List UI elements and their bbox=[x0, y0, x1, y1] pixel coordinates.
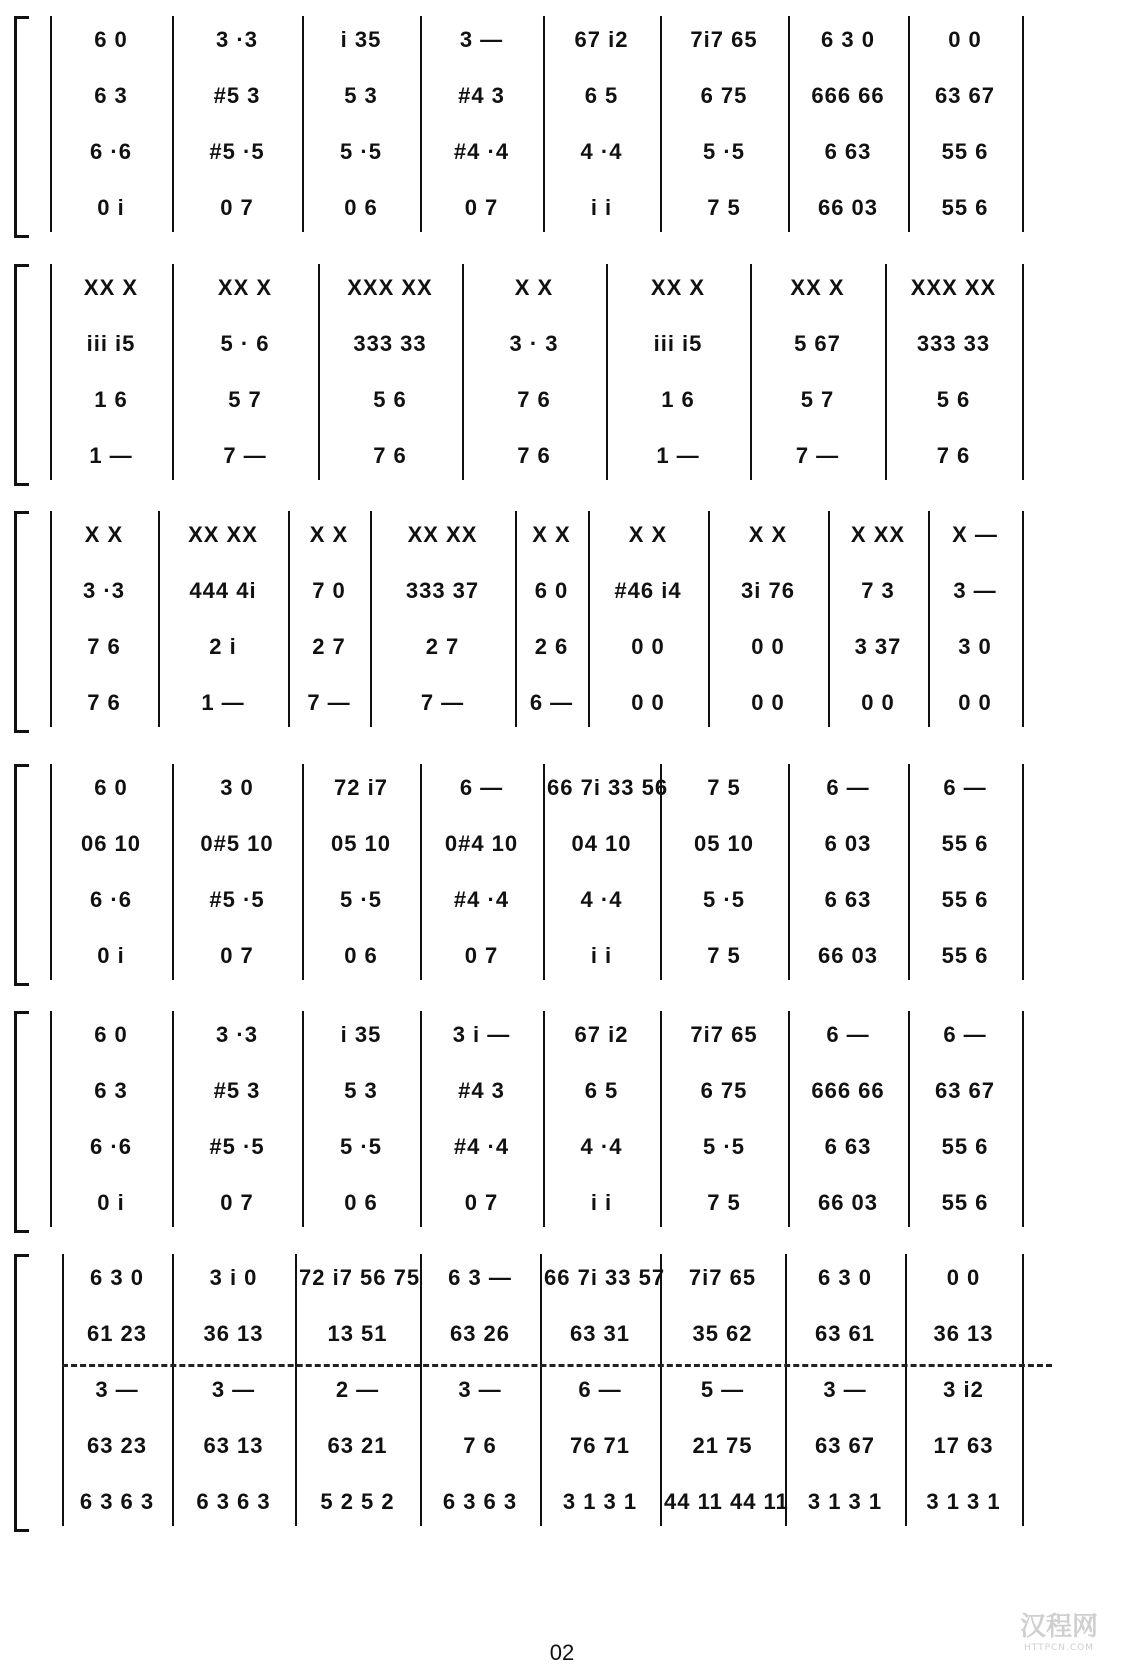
score-row bbox=[0, 268, 1124, 308]
measure: 63 23 bbox=[86, 1433, 148, 1458]
measure: 63 26 bbox=[449, 1321, 511, 1346]
measure: 0 0 bbox=[631, 690, 665, 715]
measure: 55 6 bbox=[941, 1190, 989, 1215]
measure: 0 0 bbox=[946, 1265, 981, 1290]
measure: 2 7 bbox=[425, 634, 460, 659]
measure: 6 5 bbox=[584, 1078, 619, 1103]
measure: 3 i 0 bbox=[209, 1265, 258, 1290]
score-row bbox=[0, 76, 1124, 116]
measure: 4 ·4 bbox=[580, 1134, 623, 1159]
measure: 5 ·5 bbox=[340, 887, 382, 912]
measure: 6 3 0 bbox=[821, 27, 875, 52]
measure: 55 6 bbox=[941, 887, 989, 912]
measure: X XX bbox=[850, 522, 906, 547]
measure: 3 0 bbox=[958, 634, 992, 659]
score-system bbox=[0, 1250, 1124, 1530]
measure: 5 6 bbox=[373, 387, 407, 412]
measure: 0 0 bbox=[751, 690, 785, 715]
measure: 7 — bbox=[795, 443, 840, 468]
measure: 63 13 bbox=[203, 1433, 264, 1458]
measure: 7i7 65 bbox=[688, 1265, 757, 1290]
score-row bbox=[0, 880, 1124, 920]
measure: 6 ·6 bbox=[90, 139, 132, 164]
measure: 6 — bbox=[826, 1022, 870, 1047]
measure: 7 — bbox=[223, 443, 267, 468]
measure: 6 3 6 3 bbox=[196, 1489, 271, 1514]
score-system bbox=[0, 760, 1124, 984]
measure: 06 10 bbox=[80, 831, 142, 856]
score-row bbox=[0, 1482, 1124, 1522]
measure: 6 5 bbox=[584, 83, 619, 108]
measure: 333 33 bbox=[916, 331, 991, 356]
measure: #4 ·4 bbox=[453, 139, 510, 164]
measure: 5 7 bbox=[228, 387, 262, 412]
measure: 6 — bbox=[529, 690, 574, 715]
measure: 3 — bbox=[459, 27, 504, 52]
measure: 7 3 bbox=[861, 578, 895, 603]
measure: 6 3 bbox=[94, 1078, 128, 1103]
measure: X X bbox=[628, 522, 668, 547]
measure: 5 — bbox=[700, 1377, 745, 1402]
measure: 7 6 bbox=[463, 1433, 497, 1458]
measure: 7i7 65 bbox=[690, 1022, 758, 1047]
measure: 5 3 bbox=[344, 1078, 378, 1103]
measure: 666 66 bbox=[811, 83, 885, 108]
measure: 21 75 bbox=[692, 1433, 753, 1458]
score-row bbox=[0, 1071, 1124, 1111]
measure: X — bbox=[952, 522, 998, 547]
measure: 13 51 bbox=[327, 1321, 388, 1346]
measure: i i bbox=[590, 195, 613, 220]
measure: #5 3 bbox=[213, 1078, 261, 1103]
measure: XX XX bbox=[407, 522, 478, 547]
measure: 2 6 bbox=[534, 634, 569, 659]
measure: 0 7 bbox=[220, 195, 254, 220]
measure: XX X bbox=[650, 275, 706, 300]
measure: 0 7 bbox=[220, 943, 254, 968]
measure: 67 i2 bbox=[574, 1022, 629, 1047]
measure: 72 i7 bbox=[334, 775, 388, 800]
measure: 63 67 bbox=[934, 83, 996, 108]
measure: 63 61 bbox=[814, 1321, 876, 1346]
measure: 7 6 bbox=[517, 443, 551, 468]
measure: 05 10 bbox=[330, 831, 392, 856]
measure: 6 3 bbox=[94, 83, 128, 108]
measure: 3i 76 bbox=[741, 578, 795, 603]
measure: 3 i — bbox=[452, 1022, 511, 1047]
measure: 35 62 bbox=[692, 1321, 753, 1346]
measure: 0 i bbox=[97, 943, 125, 968]
measure: X X bbox=[532, 522, 571, 547]
score-system bbox=[0, 1007, 1124, 1231]
measure: 6 03 bbox=[824, 831, 872, 856]
measure: 7i7 65 bbox=[690, 27, 758, 52]
measure: #4 3 bbox=[458, 1078, 505, 1103]
measure: 76 71 bbox=[569, 1433, 631, 1458]
measure: XX X bbox=[83, 275, 139, 300]
measure: 6 63 bbox=[824, 139, 872, 164]
measure: 1 — bbox=[89, 443, 133, 468]
score-row bbox=[0, 436, 1124, 476]
measure: 63 67 bbox=[814, 1433, 876, 1458]
score-row bbox=[0, 627, 1124, 667]
measure: 0 0 bbox=[861, 690, 895, 715]
measure: 3 — bbox=[458, 1377, 502, 1402]
measure: iii i5 bbox=[86, 331, 136, 356]
measure: #5 3 bbox=[213, 83, 261, 108]
measure: 0 0 bbox=[631, 634, 665, 659]
measure: 7 — bbox=[307, 690, 351, 715]
score-row bbox=[0, 1258, 1124, 1298]
measure: 3 — bbox=[211, 1377, 256, 1402]
measure: 1 — bbox=[656, 443, 700, 468]
measure: 6 3 — bbox=[448, 1265, 512, 1290]
measure: 0#5 10 bbox=[200, 831, 274, 856]
measure: 7 6 bbox=[936, 443, 971, 468]
measure: 04 10 bbox=[571, 831, 632, 856]
measure: XX XX bbox=[188, 522, 258, 547]
measure: 5 ·5 bbox=[340, 1134, 382, 1159]
measure: 7 5 bbox=[707, 195, 741, 220]
measure: 0 0 bbox=[958, 690, 992, 715]
measure: 7 0 bbox=[312, 578, 346, 603]
measure: 444 4i bbox=[189, 578, 257, 603]
measure: 3 — bbox=[823, 1377, 867, 1402]
measure: 55 6 bbox=[941, 195, 989, 220]
measure: 5 2 5 2 bbox=[320, 1489, 395, 1514]
measure: 66 7i 33 57 bbox=[544, 1265, 666, 1290]
measure: 4 ·4 bbox=[580, 139, 623, 164]
measure: 63 67 bbox=[934, 1078, 996, 1103]
score-row bbox=[0, 1370, 1124, 1410]
measure: 5 ·5 bbox=[703, 1134, 745, 1159]
measure: 3 1 3 1 bbox=[926, 1489, 1001, 1514]
measure: 55 6 bbox=[941, 139, 989, 164]
measure: 5 ·5 bbox=[703, 139, 745, 164]
score-system bbox=[0, 507, 1124, 731]
measure: 7 — bbox=[420, 690, 465, 715]
score-row bbox=[0, 132, 1124, 172]
measure: #5 ·5 bbox=[209, 887, 265, 912]
measure: 6 ·6 bbox=[90, 887, 132, 912]
measure: 0 7 bbox=[464, 195, 499, 220]
measure: X X bbox=[514, 275, 554, 300]
measure: X X bbox=[748, 522, 788, 547]
measure: 333 37 bbox=[405, 578, 480, 603]
measure: 6 75 bbox=[700, 1078, 748, 1103]
measure: 5 ·5 bbox=[340, 139, 382, 164]
measure: #4 3 bbox=[458, 83, 505, 108]
score-row bbox=[0, 1015, 1124, 1055]
measure: 5 · 6 bbox=[220, 331, 270, 356]
measure: 0 6 bbox=[344, 1190, 378, 1215]
measure: XXX XX bbox=[910, 275, 997, 300]
measure: 0 7 bbox=[464, 1190, 499, 1215]
measure: 6 3 6 3 bbox=[79, 1489, 155, 1514]
measure: #46 i4 bbox=[614, 578, 682, 603]
measure: 5 6 bbox=[936, 387, 971, 412]
score-row bbox=[0, 380, 1124, 420]
measure: 6 — bbox=[459, 775, 504, 800]
measure: 67 i2 bbox=[574, 27, 629, 52]
measure: 7 6 bbox=[87, 634, 121, 659]
measure: 7 6 bbox=[87, 690, 121, 715]
measure: 5 67 bbox=[794, 331, 841, 356]
measure: 7 5 bbox=[707, 943, 741, 968]
measure: #4 ·4 bbox=[453, 1134, 510, 1159]
measure: 666 66 bbox=[811, 1078, 885, 1103]
measure: 3 ·3 bbox=[83, 578, 125, 603]
measure: 0 7 bbox=[464, 943, 499, 968]
measure: X X bbox=[84, 522, 124, 547]
measure: 6 0 bbox=[94, 1022, 128, 1047]
measure: 66 7i 33 56 bbox=[547, 775, 669, 800]
measure: 72 i7 56 75 bbox=[299, 1265, 421, 1290]
measure: i i bbox=[590, 1190, 613, 1215]
score-row bbox=[0, 824, 1124, 864]
measure: 05 10 bbox=[693, 831, 755, 856]
measure: 3 37 bbox=[854, 634, 902, 659]
measure: 6 — bbox=[943, 1022, 987, 1047]
measure: 3 — bbox=[95, 1377, 139, 1402]
measure: 0 6 bbox=[344, 943, 378, 968]
score-row bbox=[0, 1314, 1124, 1354]
measure: 6 — bbox=[578, 1377, 622, 1402]
score-row bbox=[0, 571, 1124, 611]
score-row bbox=[0, 1426, 1124, 1466]
measure: #5 ·5 bbox=[209, 1134, 265, 1159]
measure: 66 03 bbox=[817, 195, 879, 220]
measure: 3 0 bbox=[220, 775, 254, 800]
section-divider bbox=[62, 1364, 1052, 1367]
measure: 2 i bbox=[209, 634, 237, 659]
measure: 7 6 bbox=[517, 387, 551, 412]
measure: 0 i bbox=[97, 1190, 125, 1215]
score-row bbox=[0, 936, 1124, 976]
measure: 36 13 bbox=[933, 1321, 994, 1346]
measure: 7 6 bbox=[373, 443, 407, 468]
measure: 333 33 bbox=[353, 331, 427, 356]
score-row bbox=[0, 1127, 1124, 1167]
measure: 5 ·5 bbox=[703, 887, 745, 912]
measure: 36 13 bbox=[203, 1321, 264, 1346]
measure: 1 — bbox=[201, 690, 245, 715]
page-number: 02 bbox=[549, 1640, 575, 1665]
measure: 0 7 bbox=[220, 1190, 254, 1215]
measure: 3 1 3 1 bbox=[562, 1489, 638, 1514]
measure: 6 3 0 bbox=[818, 1265, 872, 1290]
measure: 5 3 bbox=[344, 83, 378, 108]
measure: 61 23 bbox=[86, 1321, 148, 1346]
measure: 6 75 bbox=[700, 83, 748, 108]
measure: 0#4 10 bbox=[444, 831, 519, 856]
measure: XXX XX bbox=[347, 275, 433, 300]
measure: 63 21 bbox=[327, 1433, 388, 1458]
measure: 66 03 bbox=[817, 1190, 879, 1215]
measure: 7 5 bbox=[707, 1190, 741, 1215]
measure: 1 6 bbox=[94, 387, 128, 412]
measure: 3 1 3 1 bbox=[807, 1489, 883, 1514]
measure: 3 — bbox=[953, 578, 997, 603]
measure: 55 6 bbox=[941, 943, 989, 968]
score-row bbox=[0, 324, 1124, 364]
measure: 0 6 bbox=[344, 195, 378, 220]
logo-name: 汉程网 bbox=[1019, 1612, 1098, 1642]
measure: 6 ·6 bbox=[90, 1134, 132, 1159]
score-row bbox=[0, 768, 1124, 808]
measure: 6 0 bbox=[534, 578, 569, 603]
measure: 3 · 3 bbox=[509, 331, 559, 356]
measure: 17 63 bbox=[933, 1433, 994, 1458]
measure: 3 ·3 bbox=[216, 1022, 258, 1047]
measure: 6 63 bbox=[824, 887, 872, 912]
measure: 2 — bbox=[335, 1377, 380, 1402]
measure: 5 7 bbox=[800, 387, 835, 412]
measure: X X bbox=[309, 522, 349, 547]
measure: 0 0 bbox=[948, 27, 982, 52]
measure: 6 0 bbox=[94, 775, 128, 800]
measure: 2 7 bbox=[312, 634, 346, 659]
measure: 63 31 bbox=[569, 1321, 631, 1346]
measure: 0 i bbox=[97, 195, 125, 220]
score-system bbox=[0, 12, 1124, 236]
measure: i i bbox=[590, 943, 613, 968]
measure: 0 0 bbox=[751, 634, 785, 659]
score-row bbox=[0, 1183, 1124, 1223]
site-logo bbox=[1020, 1606, 1098, 1653]
measure: iii i5 bbox=[653, 331, 703, 356]
measure: XX X bbox=[790, 275, 845, 300]
measure: #4 ·4 bbox=[453, 887, 510, 912]
measure: 4 ·4 bbox=[580, 887, 623, 912]
measure: 1 6 bbox=[661, 387, 695, 412]
score-row bbox=[0, 188, 1124, 228]
score-row bbox=[0, 20, 1124, 60]
measure: 66 03 bbox=[817, 943, 879, 968]
measure: i 35 bbox=[340, 27, 382, 52]
measure: 6 3 0 bbox=[90, 1265, 144, 1290]
measure: 3 ·3 bbox=[216, 27, 258, 52]
measure: 44 11 44 11 bbox=[664, 1489, 789, 1514]
measure: #5 ·5 bbox=[209, 139, 265, 164]
measure: 7 5 bbox=[707, 775, 741, 800]
measure: i 35 bbox=[340, 1022, 382, 1047]
measure: 3 i2 bbox=[943, 1377, 984, 1402]
measure: 6 3 6 3 bbox=[442, 1489, 518, 1514]
score-row bbox=[0, 515, 1124, 555]
measure: 55 6 bbox=[941, 1134, 989, 1159]
score-system bbox=[0, 260, 1124, 484]
measure: 6 0 bbox=[94, 27, 128, 52]
measure: 6 — bbox=[943, 775, 987, 800]
measure: 6 — bbox=[826, 775, 870, 800]
measure: XX X bbox=[217, 275, 273, 300]
measure: 6 63 bbox=[824, 1134, 872, 1159]
score-row bbox=[0, 683, 1124, 723]
measure: 55 6 bbox=[941, 831, 989, 856]
logo-url: HTTPCN.COM bbox=[1023, 1643, 1095, 1653]
